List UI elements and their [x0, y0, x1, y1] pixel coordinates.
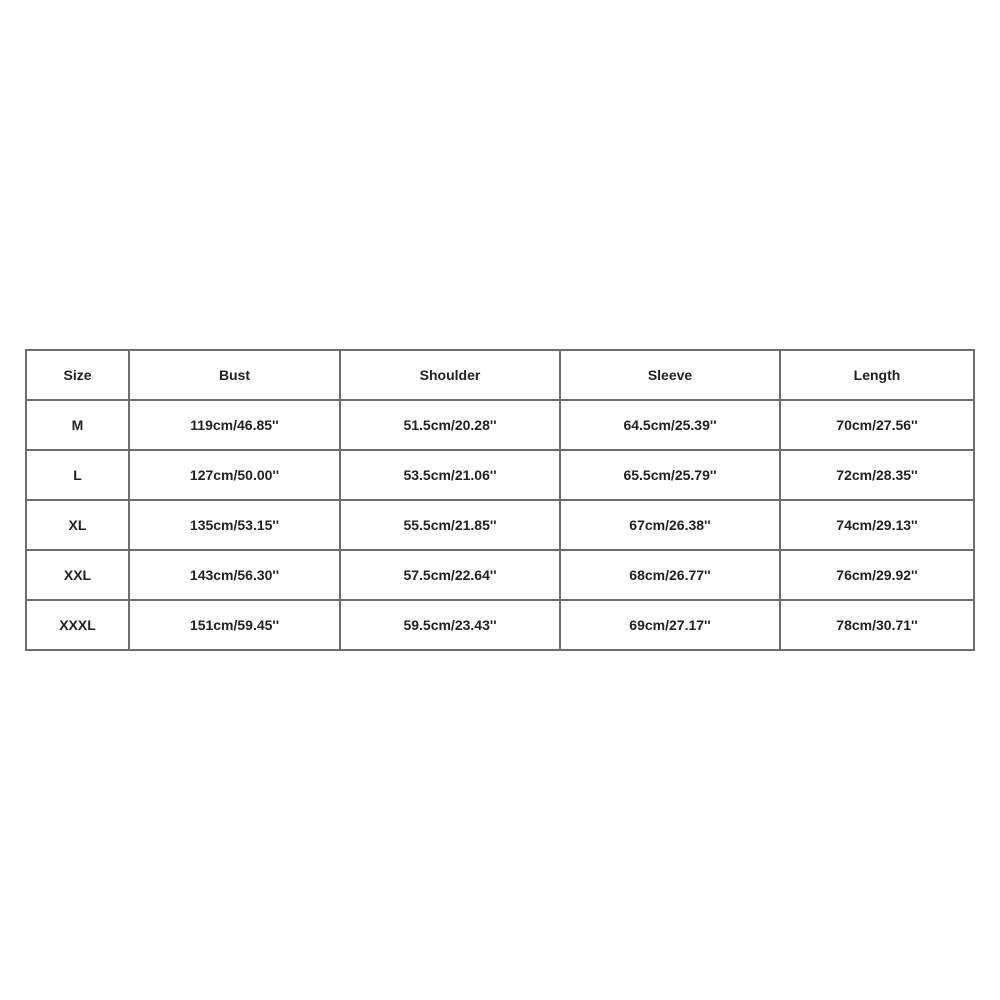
bust-cell: 119cm/46.85'' — [129, 400, 340, 450]
size-cell: XXL — [26, 550, 129, 600]
header-sleeve: Sleeve — [560, 350, 780, 400]
header-size: Size — [26, 350, 129, 400]
bust-cell: 127cm/50.00'' — [129, 450, 340, 500]
shoulder-cell: 57.5cm/22.64'' — [340, 550, 560, 600]
header-length: Length — [780, 350, 974, 400]
size-cell: XL — [26, 500, 129, 550]
size-cell: XXXL — [26, 600, 129, 650]
bust-cell: 143cm/56.30'' — [129, 550, 340, 600]
size-chart-table — [25, 349, 975, 651]
bust-cell: 151cm/59.45'' — [129, 600, 340, 650]
bust-cell: 135cm/53.15'' — [129, 500, 340, 550]
shoulder-cell: 51.5cm/20.28'' — [340, 400, 560, 450]
length-cell: 72cm/28.35'' — [780, 450, 974, 500]
shoulder-cell: 53.5cm/21.06'' — [340, 450, 560, 500]
table-row — [26, 600, 974, 650]
sleeve-cell: 64.5cm/25.39'' — [560, 400, 780, 450]
sleeve-cell: 67cm/26.38'' — [560, 500, 780, 550]
shoulder-cell: 59.5cm/23.43'' — [340, 600, 560, 650]
table-row — [26, 550, 974, 600]
table-row — [26, 400, 974, 450]
length-cell: 70cm/27.56'' — [780, 400, 974, 450]
size-cell: M — [26, 400, 129, 450]
sleeve-cell: 65.5cm/25.79'' — [560, 450, 780, 500]
sleeve-cell: 69cm/27.17'' — [560, 600, 780, 650]
length-cell: 78cm/30.71'' — [780, 600, 974, 650]
table-row — [26, 500, 974, 550]
header-bust: Bust — [129, 350, 340, 400]
header-row — [26, 350, 974, 400]
length-cell: 74cm/29.13'' — [780, 500, 974, 550]
shoulder-cell: 55.5cm/21.85'' — [340, 500, 560, 550]
length-cell: 76cm/29.92'' — [780, 550, 974, 600]
sleeve-cell: 68cm/26.77'' — [560, 550, 780, 600]
table-row — [26, 450, 974, 500]
header-shoulder: Shoulder — [340, 350, 560, 400]
size-cell: L — [26, 450, 129, 500]
